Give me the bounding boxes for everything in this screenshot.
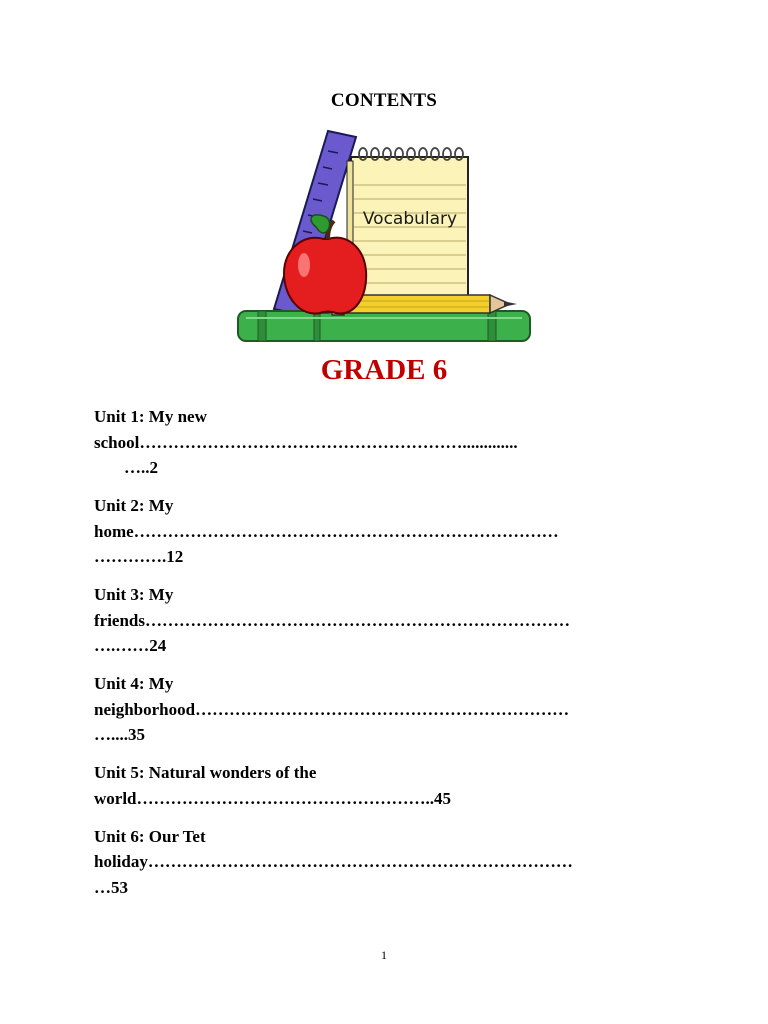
grade-title: GRADE 6 xyxy=(320,354,448,386)
toc-leader-line: world……………………………………………..45 xyxy=(94,788,451,808)
toc-leader-line: friends………………………………………………………………… xyxy=(94,610,570,630)
toc-entry-unit-6[interactable] xyxy=(94,824,694,901)
toc-entry-unit-4[interactable] xyxy=(94,671,694,748)
toc-leader-line: holiday………………………………………………………………… xyxy=(94,852,573,871)
toc-leader-line: home………………………………………………………………… xyxy=(94,521,559,541)
book-icon xyxy=(238,311,530,341)
toc-page-ref: …53 xyxy=(94,877,128,897)
toc-entry-unit-5[interactable] xyxy=(94,760,694,811)
toc-entry-unit-1[interactable] xyxy=(94,404,694,481)
toc-unit-title: Unit 2: My xyxy=(94,496,174,515)
toc-unit-title: Unit 1: My new xyxy=(94,407,207,426)
toc-entry-unit-2[interactable] xyxy=(94,493,694,570)
toc-unit-title: Unit 5: Natural wonders of the xyxy=(94,763,317,782)
toc-leader-line: neighborhood………………………………………………………… xyxy=(94,699,570,719)
toc-page-ref: ….……24 xyxy=(94,636,167,655)
page-title: CONTENTS xyxy=(330,90,438,111)
toc-page-ref: …....35 xyxy=(94,725,145,744)
toc-leader-line: school…………………………………………………............. xyxy=(94,432,518,452)
toc-unit-title: Unit 6: Our Tet xyxy=(94,826,206,846)
notepad-label: Vocabulary xyxy=(362,209,458,229)
table-of-contents xyxy=(94,404,694,913)
toc-unit-title: Unit 4: My xyxy=(94,674,174,693)
toc-unit-title: Unit 3: My xyxy=(94,585,174,604)
toc-page-ref: …..2 xyxy=(124,458,158,477)
toc-page-ref: ………….12 xyxy=(94,547,184,566)
page-number: 1 xyxy=(381,948,387,962)
toc-entry-unit-3[interactable] xyxy=(94,582,694,659)
vocabulary-clipart xyxy=(236,127,532,343)
